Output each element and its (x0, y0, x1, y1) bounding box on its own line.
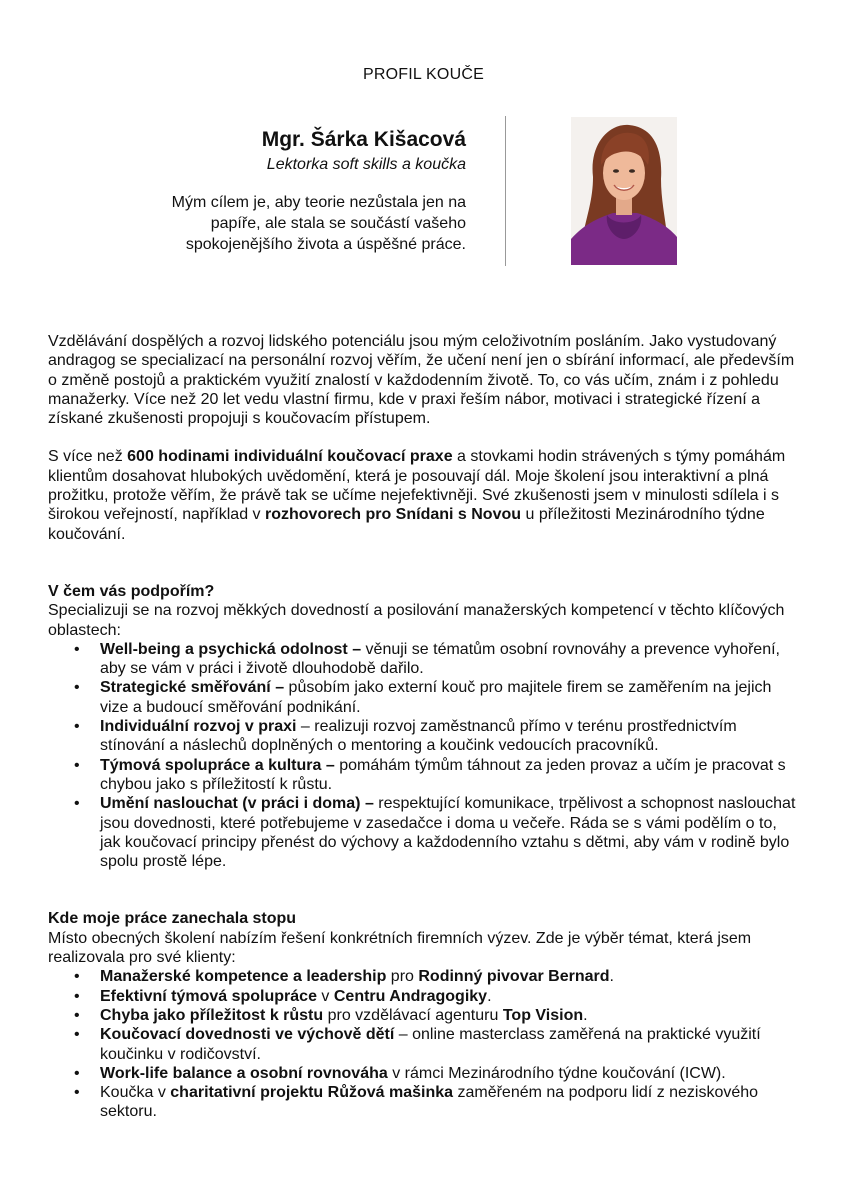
header-divider (505, 116, 506, 266)
coach-role: Lektorka soft skills a koučka (266, 156, 466, 173)
intro-paragraph-1: Vzdělávání dospělých a rozvoj lidského potenciálu jsou mým celoživotním posláním. Jako vystudovaný andragog se specializací na personální rozvoj věřím, že učení není jen o sbírání informací, ale především o změně postojů a praktickém využití znalostí v každodenním životě. To, co vás učím, znám i z pohledu manažerky. Více než 20 let vedu vlastní firmu, kde v praxi řeším nábor, motivaci i strategické řízení a získané zkušenosti propojuji s koučovacím přístupem. (48, 333, 795, 428)
profile-header (150, 127, 466, 255)
impact-item: • Koučovací dovednosti ve výchově dětí – online masterclass zaměřená na praktické využití koučinku v rodičovství. (48, 1025, 800, 1064)
intro-paragraph-2: S více než 600 hodinami individuální koučovací praxe a stovkami hodin strávených s týmy pomáhám klientům dosahovat hlubokých uvědomění, která je posouvají dál. Moje školení jsou interaktivní a plná prožitku, protože věřím, že právě tak se učíme nejefektivněji. Své zkušenosti jsem v minulosti sdílela i s širokou veřejností, například v rozhovorech pro Snídani s Novou u příležitosti Mezinárodního týdne koučování. (48, 448, 786, 543)
support-item: • Umění naslouchat (v práci i doma) – respektující komunikace, trpělivost a schopnost naslouchat jsou dovednosti, které potřebujeme v zasedačce i doma u večeře. Ráda se s vámi podělím o to, jak koučovací principy přenést do výchovy a každodenního vztahu s dětmi, aby vám v rodině bylo spolu prostě lépe. (48, 794, 800, 871)
coaching-hours-highlight: 600 hodinami individuální koučovací praxe (127, 448, 453, 466)
profile-body (48, 332, 800, 1122)
support-intro: Specializuji se na rozvoj měkkých dovedností a posilování manažerských kompetencí v těchto klíčových oblastech: (48, 602, 785, 639)
page-title: PROFIL KOUČE (363, 66, 484, 83)
impact-heading: Kde moje práce zanechala stopu (48, 910, 297, 928)
impact-item: • Efektivní týmová spolupráce v Centru Andragogiky. (48, 987, 800, 1006)
impact-item: • Work-life balance a osobní rovnováha v rámci Mezinárodního týdne koučování (ICW). (48, 1064, 800, 1083)
impact-list (48, 967, 800, 1121)
support-heading: V čem vás podpořím? (48, 582, 215, 600)
impact-intro: Místo obecných školení nabízím řešení konkrétních firemních výzev. Zde je výběr témat, která jsem realizovala pro své klienty: (48, 929, 752, 967)
media-highlight: rozhovorech pro Snídani s Novou (265, 506, 522, 524)
coach-name: Mgr. Šárka Kišacová (261, 128, 466, 151)
support-list (48, 640, 800, 872)
impact-item: • Manažerské kompetence a leadership pro Rodinný pivovar Bernard. (48, 967, 800, 986)
coach-photo (571, 117, 677, 265)
impact-item: • Chyba jako příležitost k růstu pro vzdělávací agenturu Top Vision. (48, 1006, 800, 1025)
support-item: • Strategické směřování – působím jako externí kouč pro majitele firem se zaměřením na jejich vize a budoucí směřování podnikání. (48, 678, 800, 717)
support-item: • Individuální rozvoj v praxi – realizuji rozvoj zaměstnanců přímo v terénu prostřednictvím stínování a náslechů doplněných o mentoring a koučink vedoucích pracovníků. (48, 717, 800, 756)
impact-item: • Koučka v charitativní projektu Růžová mašinka zaměřeném na podporu lidí z neziskového sektoru. (48, 1083, 800, 1122)
support-item: • Well-being a psychická odolnost – věnuji se tématům osobní rovnováhy a prevence vyhoření, aby se vám v práci i životě dlouhodobě dařilo. (48, 640, 800, 679)
support-item: • Týmová spolupráce a kultura – pomáhám týmům táhnout za jeden provaz a učím je pracovat s chybou jako s příležitostí k růstu. (48, 756, 800, 795)
mission-statement: Mým cílem je, aby teorie nezůstala jen na papíře, ale stala se součástí vašeho spokojenějšího života a úspěšné práce. (171, 194, 466, 253)
